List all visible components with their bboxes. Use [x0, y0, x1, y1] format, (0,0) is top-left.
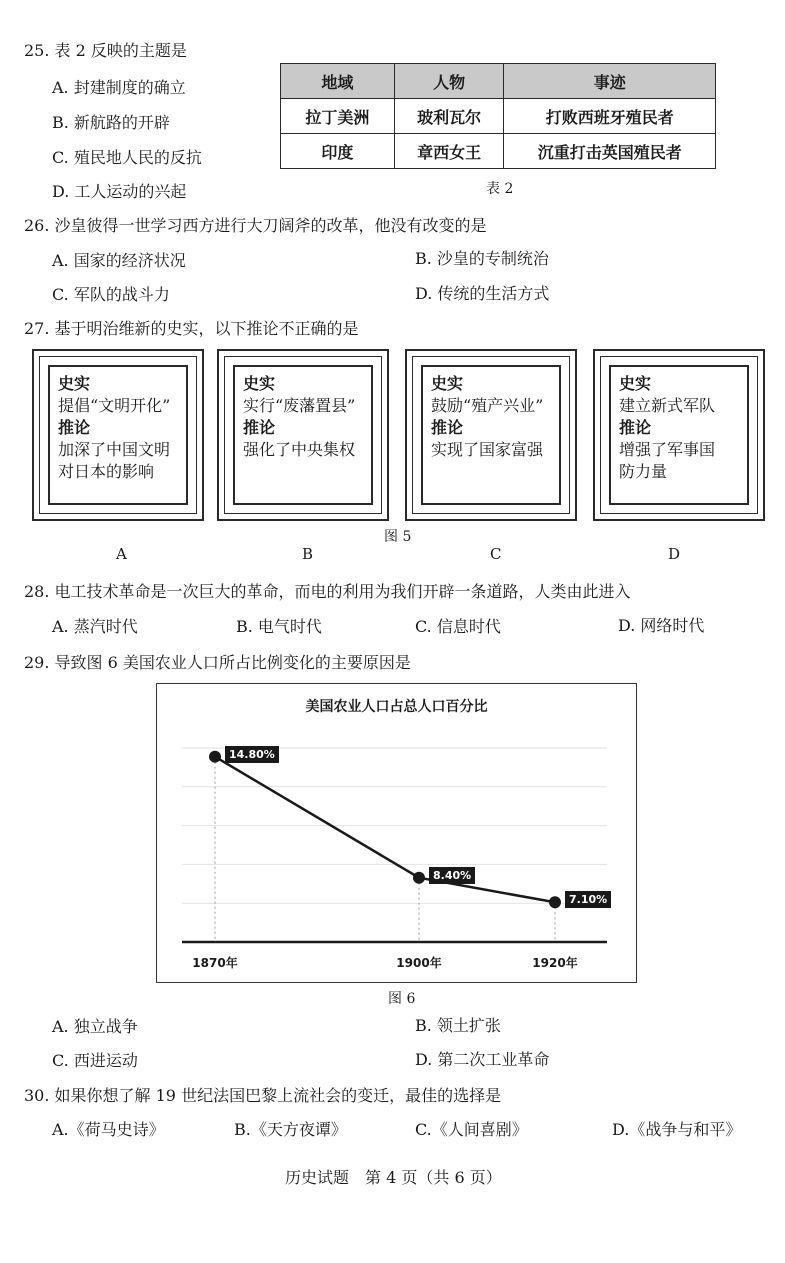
table-cell: 打败西班牙殖民者: [504, 99, 716, 134]
panel-inference: 对日本的影响: [58, 462, 155, 481]
table-row: [281, 99, 716, 134]
figure-5-caption: 图 5: [384, 529, 412, 545]
q29-option-b: B. 领土扩张: [415, 1016, 501, 1035]
data-label: 14.80%: [225, 746, 279, 763]
panel-fact: 鼓励“殖产兴业”: [431, 396, 544, 415]
panel-d: [593, 349, 765, 521]
table-header-row: [281, 64, 716, 99]
q30-option-d: D.《战争与和平》: [612, 1120, 742, 1139]
q28-option-d: D. 网络时代: [618, 616, 705, 635]
panel-b: [217, 349, 389, 521]
panel-c-label: C: [490, 545, 502, 563]
q25-option-c: C. 殖民地人民的反抗: [52, 148, 202, 167]
chart-plot: [157, 684, 635, 981]
q28-stem: 28. 电工技术革命是一次巨大的革命，而电的利用为我们开辟一条道路，人类由此进入: [24, 582, 631, 601]
page-footer: 历史试题 第 4 页（共 6 页）: [285, 1168, 502, 1187]
data-label: 7.10%: [565, 891, 611, 908]
q30-option-a: A.《荷马史诗》: [52, 1120, 165, 1139]
data-label: 8.40%: [429, 867, 475, 884]
q28-option-a: A. 蒸汽时代: [52, 617, 138, 636]
q30-option-c: C.《人间喜剧》: [415, 1120, 528, 1139]
series-line: [215, 757, 555, 903]
q28-option-c: C. 信息时代: [415, 617, 501, 636]
table-header-deed: 事迹: [504, 64, 716, 99]
panel-fact-tag: 史实: [243, 374, 276, 393]
panel-inference: 防力量: [619, 462, 668, 481]
q29-stem: 29. 导致图 6 美国农业人口所占比例变化的主要原因是: [24, 653, 411, 672]
panel-fact: 提倡“文明开化”: [58, 396, 171, 415]
q26-option-a: A. 国家的经济状况: [52, 251, 186, 270]
table-2-caption: 表 2: [486, 181, 514, 197]
figure-6-chart: [156, 683, 637, 983]
table-cell: 沉重打击英国殖民者: [504, 134, 716, 169]
panel-inference: 增强了军事国: [619, 440, 716, 459]
panel-b-label: B: [302, 545, 314, 563]
panel-inference: 加深了中国文明: [58, 440, 171, 459]
q29-option-c: C. 西进运动: [52, 1051, 138, 1070]
x-tick-label: 1870年: [192, 956, 238, 970]
q29-option-a: A. 独立战争: [52, 1017, 138, 1036]
table-cell: 印度: [281, 134, 395, 169]
panel-fact: 实行“废藩置县”: [243, 396, 356, 415]
q25-stem: 25. 表 2 反映的主题是: [24, 41, 187, 60]
q26-option-c: C. 军队的战斗力: [52, 285, 170, 304]
chart-title: 美国农业人口占总人口百分比: [305, 699, 488, 715]
data-point: [413, 872, 425, 884]
q25-option-a: A. 封建制度的确立: [52, 78, 186, 97]
q27-stem: 27. 基于明治维新的史实，以下推论不正确的是: [24, 319, 359, 338]
data-point: [209, 751, 221, 763]
panel-a: [32, 349, 204, 521]
panel-fact-tag: 史实: [619, 374, 652, 393]
panel-a-label: A: [116, 545, 127, 563]
panel-d-label: D: [668, 545, 681, 563]
panel-inference: 实现了国家富强: [431, 440, 544, 459]
panel-inference-tag: 推论: [243, 418, 276, 437]
panel-c: [405, 349, 577, 521]
table-header-person: 人物: [394, 64, 504, 99]
q26-option-d: D. 传统的生活方式: [415, 284, 550, 303]
table-2: [280, 63, 716, 169]
q28-option-b: B. 电气时代: [236, 617, 322, 636]
q30-option-b: B.《天方夜谭》: [234, 1120, 347, 1139]
panel-inference-tag: 推论: [619, 418, 652, 437]
table-row: [281, 134, 716, 169]
q25-option-b: B. 新航路的开辟: [52, 113, 170, 132]
panel-inference: 强化了中央集权: [243, 440, 356, 459]
x-tick-label: 1920年: [532, 956, 578, 970]
table-cell: 拉丁美洲: [281, 99, 395, 134]
q29-option-d: D. 第二次工业革命: [415, 1050, 550, 1069]
figure-6-caption: 图 6: [388, 991, 416, 1007]
q26-option-b: B. 沙皇的专制统治: [415, 249, 549, 268]
q25-option-d: D. 工人运动的兴起: [52, 182, 187, 201]
x-tick-label: 1900年: [396, 956, 442, 970]
table-cell: 章西女王: [394, 134, 504, 169]
data-point: [549, 896, 561, 908]
q30-stem: 30. 如果你想了解 19 世纪法国巴黎上流社会的变迁，最佳的选择是: [24, 1086, 502, 1105]
table-cell: 玻利瓦尔: [394, 99, 504, 134]
panel-fact-tag: 史实: [431, 374, 464, 393]
panel-inference-tag: 推论: [431, 418, 464, 437]
table-header-region: 地域: [281, 64, 395, 99]
panel-fact-tag: 史实: [58, 374, 91, 393]
panel-inference-tag: 推论: [58, 418, 91, 437]
panel-fact: 建立新式军队: [619, 396, 716, 415]
q26-stem: 26. 沙皇彼得一世学习西方进行大刀阔斧的改革，他没有改变的是: [24, 216, 487, 235]
